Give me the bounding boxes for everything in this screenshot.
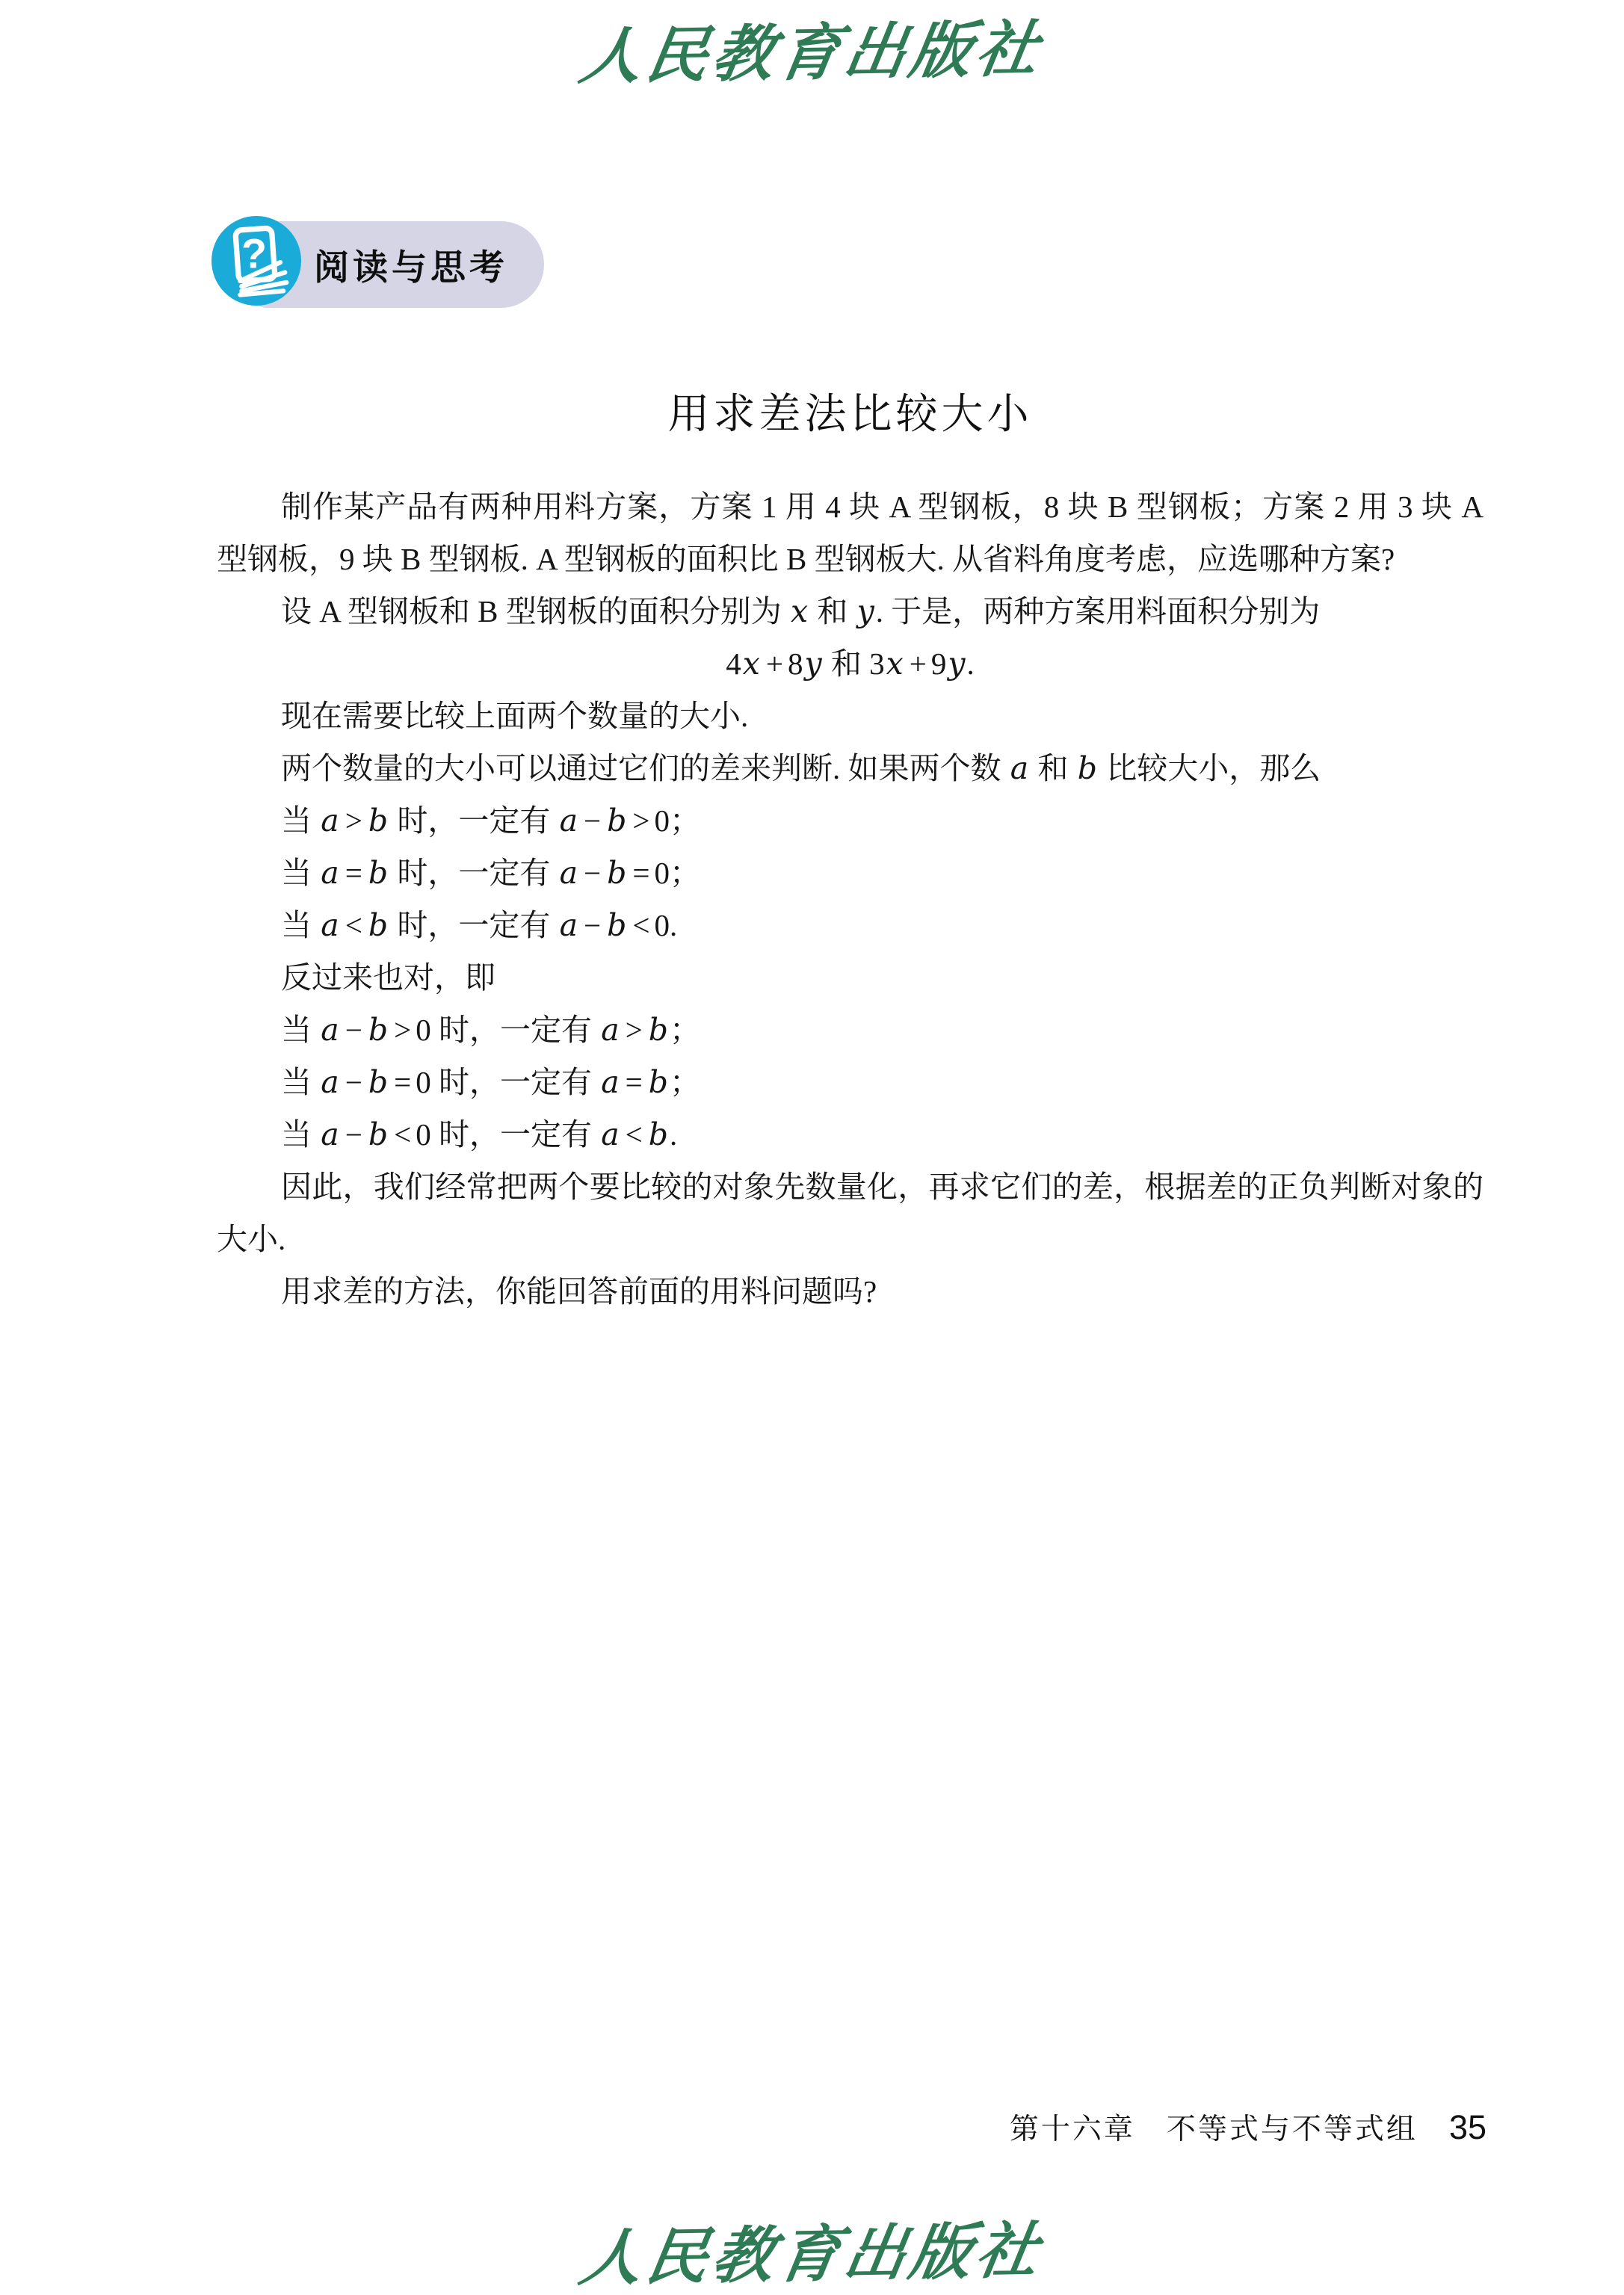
text-run: 用求差的方法，你能回答前面的用料问题吗? <box>281 1274 877 1309</box>
math-variable: b <box>368 803 389 838</box>
text-run: 9 <box>930 646 947 681</box>
math-operator: − <box>345 1117 362 1152</box>
math-variable: a <box>601 1064 620 1100</box>
article-body <box>217 481 1483 1318</box>
footer-page-number: 35 <box>1448 2108 1486 2146</box>
text-run: 和 <box>809 594 856 628</box>
math-variable: x <box>886 646 904 682</box>
math-operator: − <box>345 1065 362 1099</box>
book-question-icon <box>212 216 301 306</box>
case-a-eq-b <box>217 847 1483 899</box>
text-run: 现在需要比较上面两个数量的大小. <box>281 699 749 733</box>
badge-label: 阅读与思考 <box>314 247 508 287</box>
math-variable: a <box>321 1012 339 1048</box>
text-run: 因此，我们经常把两个要比较的对象先数量化，再求它们的差，根据差的正负判断对象的大小. <box>217 1170 1483 1256</box>
math-operator: + <box>909 646 927 681</box>
math-operator: − <box>584 856 602 890</box>
text-run: . <box>966 646 975 681</box>
math-variable: x <box>790 593 809 629</box>
text-run: 当 <box>281 856 320 890</box>
paragraph-materials-problem <box>217 481 1483 585</box>
math-operator: = <box>345 856 362 890</box>
math-variable: b <box>648 1012 669 1048</box>
math-operator: − <box>584 803 602 838</box>
paragraph-compare-need <box>217 690 1483 742</box>
case-diff-eq-0 <box>217 1056 1483 1108</box>
math-variable: b <box>607 803 627 838</box>
math-variable: a <box>321 855 339 891</box>
text-run: 当 <box>281 908 320 942</box>
math-variable: b <box>368 907 389 943</box>
math-operator: = <box>625 1065 643 1099</box>
text-run: 当 <box>281 1117 320 1152</box>
text-run: 反过来也对，即 <box>281 960 495 995</box>
text-run: 0. <box>654 908 678 942</box>
text-run: 当 <box>281 1065 320 1099</box>
text-run: 时，一定有 <box>389 803 558 838</box>
paragraph-converse <box>217 951 1483 1004</box>
page-footer <box>1010 2106 1486 2148</box>
math-variable: a <box>601 1012 620 1048</box>
math-variable: a <box>559 803 578 838</box>
math-operator: + <box>765 646 783 681</box>
math-variable: b <box>1077 750 1097 786</box>
publisher-logo-top: 人民教育出版社 <box>574 13 1048 93</box>
text-run: ； <box>670 1013 701 1047</box>
math-operator: > <box>632 803 650 838</box>
math-operator: < <box>394 1117 412 1152</box>
math-variable: b <box>648 1116 669 1152</box>
paragraph-area-setup <box>217 585 1483 637</box>
text-run: 0 时，一定有 <box>416 1013 600 1047</box>
math-variable: a <box>559 855 578 891</box>
math-variable: b <box>368 1064 389 1100</box>
text-run: 0 时，一定有 <box>416 1117 600 1152</box>
case-diff-lt-0 <box>217 1108 1483 1161</box>
math-operator: − <box>584 908 602 942</box>
text-run: 当 <box>281 803 320 838</box>
text-run: 设 A 型钢板和 B 型钢板的面积分别为 <box>281 594 789 628</box>
math-variable: y <box>948 646 966 682</box>
case-diff-gt-0 <box>217 1004 1483 1056</box>
text-run: 时，一定有 <box>389 856 558 890</box>
text-run: ； <box>670 1065 701 1099</box>
equation-line <box>217 637 1483 690</box>
question-mark-glyph: ? <box>241 229 267 277</box>
text-run: 8 <box>787 646 803 681</box>
math-variable: a <box>1010 750 1029 786</box>
text-run: 比较大小，那么 <box>1098 751 1321 785</box>
text-run: . 于是，两种方案用料面积分别为 <box>875 594 1321 628</box>
math-variable: b <box>607 855 627 891</box>
math-variable: x <box>742 646 760 682</box>
math-variable: a <box>321 803 339 838</box>
math-variable: b <box>368 855 389 891</box>
text-run: 和 3 <box>823 646 885 681</box>
math-operator: < <box>345 908 362 942</box>
math-variable: a <box>321 907 339 943</box>
math-operator: < <box>625 1117 643 1152</box>
paragraph-difference-method <box>217 742 1483 794</box>
math-variable: a <box>601 1116 620 1152</box>
text-run: 0 时，一定有 <box>416 1065 600 1099</box>
text-run: 和 <box>1030 751 1076 785</box>
math-variable: a <box>321 1064 339 1100</box>
math-variable: b <box>648 1064 669 1100</box>
footer-chapter: 第十六章 不等式与不等式组 <box>1009 2113 1418 2146</box>
math-operator: = <box>632 856 650 890</box>
math-variable: b <box>607 907 627 943</box>
math-variable: y <box>856 593 874 629</box>
math-operator: − <box>345 1013 362 1047</box>
paragraph-closing-question <box>217 1265 1483 1318</box>
text-run: 4 <box>726 646 741 681</box>
math-variable: y <box>804 646 822 682</box>
case-a-lt-b <box>217 899 1483 951</box>
publisher-logo-bottom: 人民教育出版社 <box>574 2214 1048 2295</box>
text-run: 时，一定有 <box>389 908 558 942</box>
text-run: 0； <box>654 856 701 890</box>
paragraph-conclusion <box>217 1161 1483 1265</box>
text-run: 0； <box>654 803 701 838</box>
math-variable: b <box>368 1012 389 1048</box>
text-run: 两个数量的大小可以通过它们的差来判断. 如果两个数 <box>281 751 1009 785</box>
article-title: 用求差法比较大小 <box>667 392 1033 438</box>
case-a-gt-b <box>217 794 1483 847</box>
math-operator: < <box>632 908 650 942</box>
math-variable: b <box>368 1116 389 1152</box>
math-operator: > <box>625 1013 643 1047</box>
math-operator: > <box>345 803 362 838</box>
text-run: . <box>670 1117 678 1152</box>
text-run: 制作某产品有两种用料方案，方案 1 用 4 块 A 型钢板，8 块 B 型钢板；方案 2 用 3 块 A 型钢板，9 块 B 型钢板. A 型钢板的面积比 B 型钢板大. 从省料角度考虑，应选哪种方案? <box>217 489 1483 576</box>
math-operator: > <box>394 1013 412 1047</box>
math-operator: = <box>394 1065 412 1099</box>
math-variable: a <box>559 907 578 943</box>
text-run: 当 <box>281 1013 320 1047</box>
math-variable: a <box>321 1116 339 1152</box>
